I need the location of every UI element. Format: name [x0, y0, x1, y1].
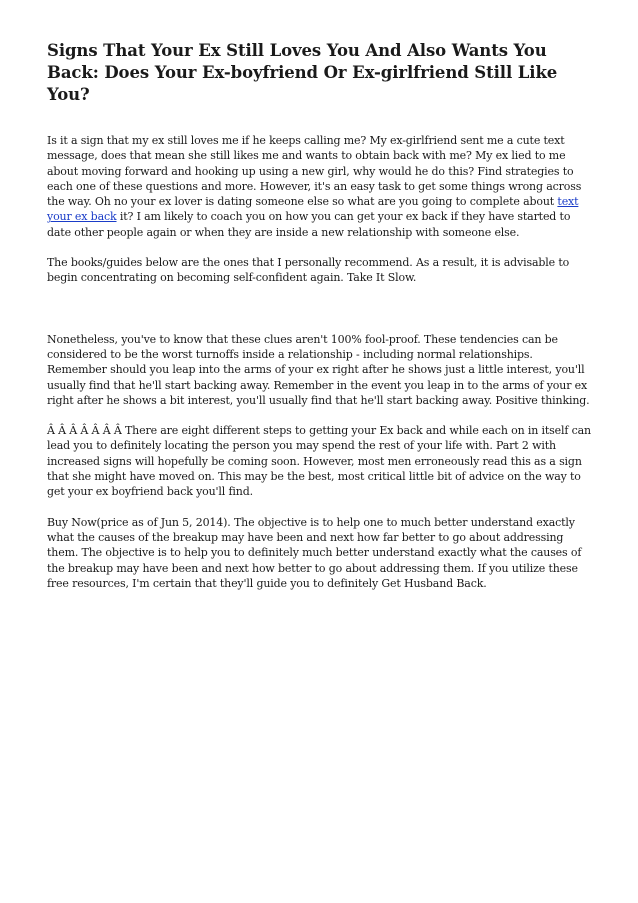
document-title: Signs That Your Ex Still Loves You And Also Wants You Back: Does Your Ex-boyfriend Or Ex-girlfriend Still Like You? [47, 41, 558, 104]
paragraph-3: Nonetheless, you've to know that these clues aren't 100% fool-proof. These tendencies can be considered to be the worst turnoffs inside a relationship - including normal relationships. Remember should you leap into the arms of your ex right after he shows just a little interest, you'll usually find that he'll start backing away. Remember in the event you leap in to the arms of your ex right after he shows a bit interest, you'll usually find that he'll start backing away. Positive thinking. [47, 332, 590, 407]
paragraph-1-text-start: Is it a sign that my ex still loves me if he keeps calling me? My ex-girlfriend sent me a cute text message, does that mean she still likes me and wants to obtain back with me? My ex lied to me about moving forward and hooking up using a new girl, why would he do this? Find strategies to each one of these questions and more. However, it's an easy task to get some things wrong across the way. Oh no your ex lover is dating someone else so what are you going to complete about [47, 134, 582, 209]
paragraph-1-text-end: it? I am likely to coach you on how you can get your ex back if they have started to date other people again or when they are inside a new relationship with someone else. [47, 210, 571, 239]
text-your-ex-back-link[interactable]: text your ex back [47, 195, 579, 224]
paragraph-4: Â Â Â Â Â Â Â There are eight different steps to getting your Ex back and while each on in itself can lead you to definitely locating the person you may spend the rest of your life with. Part 2 with increased signs will hopefully be coming soon. However, most men erroneously read this as a sign that she might have moved on. This may be the best, most critical little bit of advice on the way to get your ex boyfriend back you'll find. [47, 424, 591, 499]
paragraph-5: Buy Now(price as of Jun 5, 2014). The objective is to help one to much better understand exactly what the causes of the breakup may have been and next how far better to go about addressing them. The objective is to help you to definitely much better understand exactly what the causes of the breakup may have been and next how better to go about addressing them. If you utilize these free resources, I'm certain that they'll guide you to definitely Get Husband Back. [47, 515, 582, 590]
paragraph-2: The books/guides below are the ones that I personally recommend. As a result, it is advisable to begin concentrating on becoming self-confident again. Take It Slow. [47, 256, 570, 285]
document-page [47, 40, 595, 606]
paragraph-1 [47, 133, 595, 240]
